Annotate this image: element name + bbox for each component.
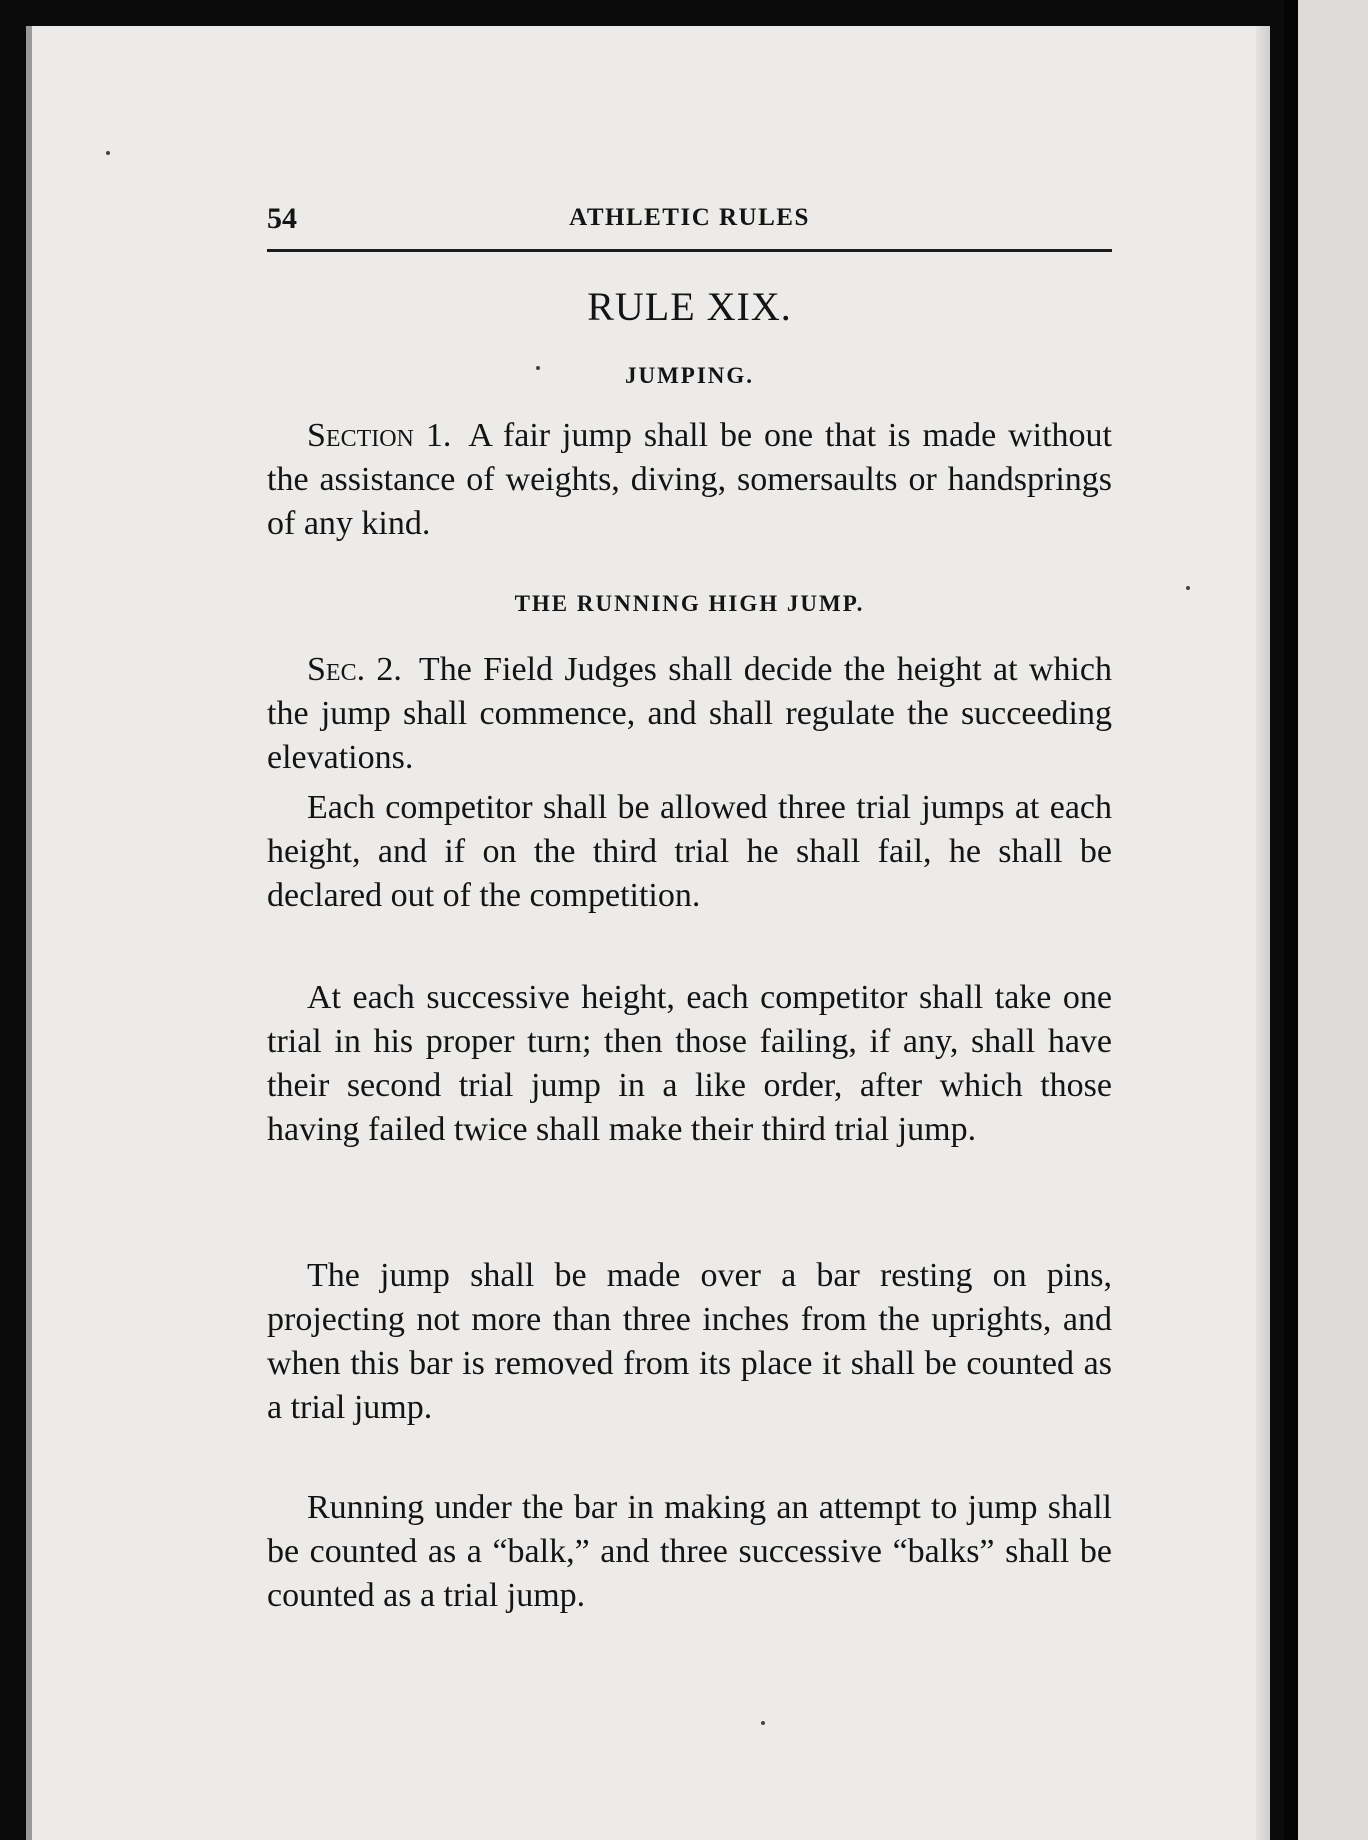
page-number: 54 (267, 202, 297, 235)
paragraph-successive-height: At each successive height, each competitor shall take one trial in his proper turn; then those failing, if any, shall have their second trial jump in a like order, after which those having failed twice shall make their third trial jump. (267, 979, 1112, 1148)
speck (536, 366, 540, 370)
running-title: ATHLETIC RULES (569, 204, 810, 231)
section-2-paragraph (267, 648, 1112, 780)
speck (1186, 586, 1190, 590)
adjacent-page-edge (1284, 0, 1368, 1840)
section-2-label: Sec. 2. (307, 651, 402, 688)
rule-title: RULE XIX. (587, 284, 792, 329)
paragraph-balks: Running under the bar in making an attempt to jump shall be counted as a “balk,” and three successive “balks” shall be counted as a trial jump. (267, 1489, 1112, 1614)
page-spine-edge (26, 26, 32, 1840)
section-2-text: The Field Judges shall decide the height at which the jump shall commence, and shall regulate the succeeding elevations. (267, 651, 1113, 776)
section-1-paragraph (267, 414, 1112, 546)
speck (761, 1721, 765, 1725)
running-head (267, 202, 1112, 236)
page-fore-edge (1256, 26, 1270, 1840)
section-1-label: Section 1. (307, 417, 452, 454)
book-page (26, 26, 1270, 1840)
heading-running-high-jump: THE RUNNING HIGH JUMP. (514, 591, 865, 616)
subtitle-jumping: JUMPING. (624, 363, 755, 388)
paragraph-trial-jumps: Each competitor shall be allowed three trial jumps at each height, and if on the third trial he shall fail, he shall be declared out of the competition. (267, 789, 1112, 914)
paragraph-bar-on-pins: The jump shall be made over a bar resting on pins, projecting not more than three inches from the uprights, and when this bar is removed from its place it shall be counted as a trial jump. (267, 1257, 1112, 1426)
header-rule-line (267, 249, 1112, 252)
speck (106, 151, 110, 155)
section-1-text: A fair jump shall be one that is made without the assistance of weights, diving, somersaults or handsprings of any kind. (267, 417, 1112, 542)
gutter-shadow (1284, 0, 1298, 1840)
